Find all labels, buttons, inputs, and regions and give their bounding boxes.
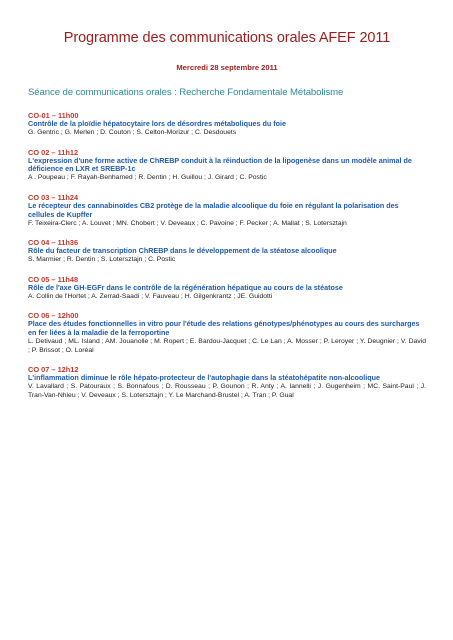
communication-code: CO 06 – 12h00: [28, 311, 79, 321]
communication-title: Le récepteur des cannabinoïdes CB2 protège de la maladie alcoolique du foie en régulant la polarisation des cellules de Kupffer: [28, 200, 399, 219]
communication-item: [28, 148, 426, 183]
communication-code: CO 07 – 12h12: [28, 365, 79, 375]
communication-code: CO 04 – 11h36: [28, 238, 79, 248]
communication-item: [28, 275, 426, 302]
communication-authors: A . Poupeau ; F. Rayah-Benhamed ; R. Dentin ; H. Guillou ; J. Girard ; C. Postic: [28, 174, 267, 182]
communication-item: [28, 193, 426, 228]
communication-item: [28, 365, 426, 400]
communication-authors: L. Detivaud ; ML. Island ; AM. Jouanolle ; M. Ropert ; E. Bardou-Jacquet ; C. Le Lan ; A. Mosser ; P. Leroyer ; Y. Deugnier ; V. David ; P. Brissot ; O. Loréal: [28, 338, 426, 354]
communication-title: Contrôle de la ploïdie hépatocytaire lors de désordres métaboliques du foie: [28, 119, 287, 128]
communications-list: [28, 111, 426, 400]
session-date: Mercredi 28 septembre 2011: [176, 63, 278, 72]
communication-code: CO-01 – 11h00: [28, 111, 79, 120]
communication-title: Rôle du facteur de transcription ChREBP dans le développement de la stéatose alcoolique: [28, 246, 337, 256]
communication-code: CO 03 – 11h24: [28, 192, 79, 202]
communication-title: L'inflammation diminue le rôle hépato-protecteur de l'autophagie dans la stéatohépatite non-alcoolique: [28, 373, 381, 383]
communication-authors: F. Teixeira-Clerc ; A. Louvet ; MN. Chobert ; V. Deveaux ; C. Pavoine ; F. Pecker ; A. Mallat ; S. Lotersztajn: [28, 219, 347, 227]
communication-authors: A. Collin de l'Hortet ; A. Zerrad-Saadi ; V. Fauveau ; H. Gilgenkrantz ; JE. Guidotti: [28, 292, 273, 300]
communication-item: [28, 238, 426, 265]
communication-title: L'expression d'une forme active de ChREBP conduit à la réinduction de la lipogenèse dans un modèle animal de déficience en LXR et SREBP-1c: [28, 155, 412, 174]
communication-authors: V. Lavallard ; S. Patouraux ; S. Bonnafous ; D. Rousseau ; P. Gounon ; R. Anty ; A. Iannelli ; J. Gugenheim ; MC. Saint-Paul ; J. Tran-Van-Nhieu ; V. Deveaux ; S. Lotersztajn ; Y. Le Marchand-Brustel ; A. Tran ; P. Gual: [28, 383, 426, 399]
communication-item: [28, 111, 426, 138]
communication-code: CO 02 – 11h12: [28, 147, 79, 157]
communication-authors: S. Marmier ; R. Dentin ; S. Lotersztajn ; C. Postic: [28, 256, 176, 264]
communication-title: Place des études fonctionnelles in vitro pour l'étude des relations génotypes/phénotypes au cours des surcharges en fer liées à la maladie de la ferroportine: [28, 319, 420, 338]
page-title: Programme des communications orales AFEF 2011: [63, 30, 391, 46]
session-heading: Séance de communications orales : Recherche Fondamentale Métabolisme: [28, 87, 344, 98]
communication-title: Rôle de l'axe GH-EGFr dans le contrôle de la régénération hépatique au cours de la stéatose: [28, 282, 343, 292]
communication-code: CO 05 – 11h48: [28, 274, 79, 284]
communication-authors: G. Gentric ; G. Merlen ; D. Couton ; S. Celton-Morizur ; C. Desdouets: [28, 128, 237, 136]
communication-item: [28, 311, 426, 355]
